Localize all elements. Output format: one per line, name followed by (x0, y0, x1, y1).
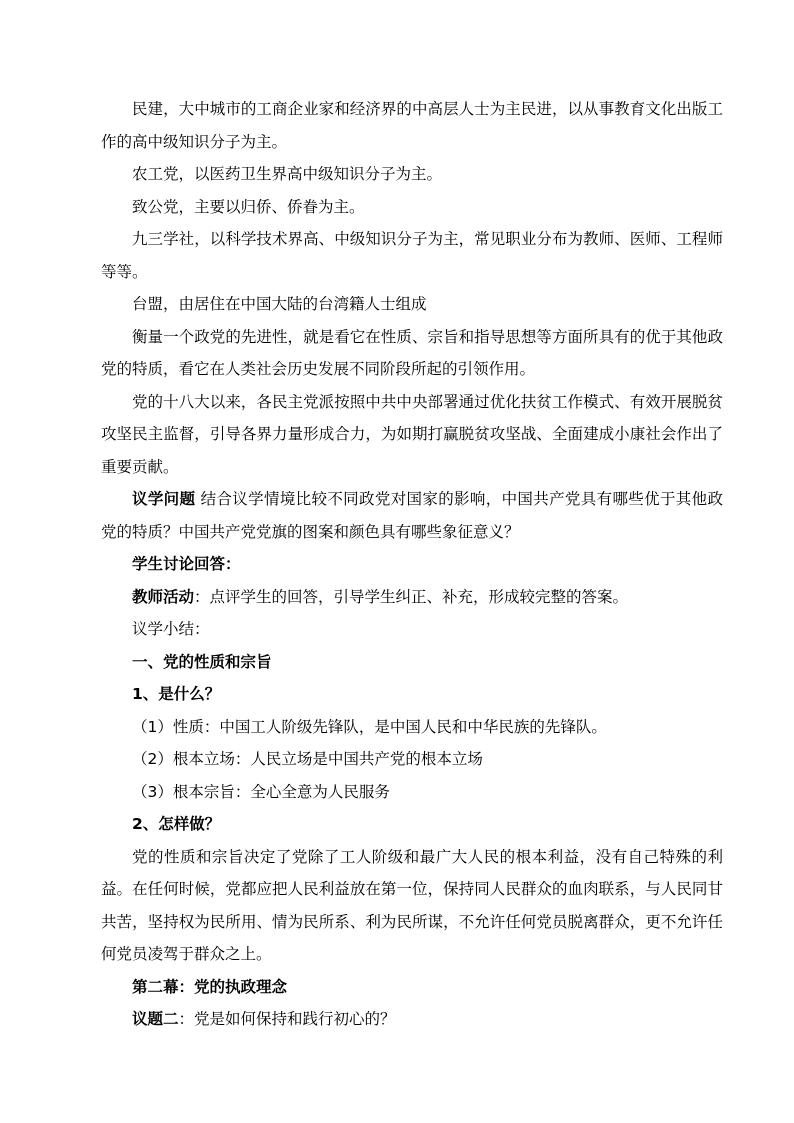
paragraph-text: 致公党，主要以归侨、侨眷为主。 (132, 197, 365, 216)
paragraph-zhigong (101, 191, 723, 224)
paragraph-text: （3）根本宗旨：全心全意为人民服务 (132, 782, 390, 801)
paragraph-text: 党的十八大以来，各民主党派按照中共中央部署通过优化扶贫工作模式、有效开展脱贫攻坚民主监督，引导各界力量形成合力，为如期打赢脱贫攻坚战、全面建成小康社会作出了重要贡献。 (101, 392, 723, 476)
document-body (101, 93, 723, 1036)
paragraph-lead: 学生讨论回答： (132, 555, 241, 573)
paragraph-text: （1）性质：中国工人阶级先锋队，是中国人民和中华民族的先锋队。 (132, 717, 607, 736)
heading-text: 2、怎样做？ (132, 815, 221, 833)
paragraph-lead: 议学问题 (132, 490, 196, 508)
paragraph-text: 台盟，由居住在中国大陆的台湾籍人士组成 (132, 295, 427, 313)
paragraph-jiusan (101, 223, 723, 288)
paragraph-text: 农工党，以医药卫生界高中级知识分子为主。 (132, 165, 443, 183)
paragraph-text: ：点评学生的回答，引导学生纠正、补充，形成较完整的答案。 (194, 587, 629, 606)
paragraph-text: 党的性质和宗旨决定了党除了工人阶级和最广大人民的根本利益，没有自己特殊的利益。在任何时候，党都应把人民利益放在第一位，保持同人民群众的血肉联系，与人民同甘共苦，坚持权为民所用、情为民所系、利为民所谋，不允许任何党员脱离群众，更不允许任何党员凌驾于群众之上。 (101, 847, 723, 963)
heading-act-two (101, 971, 723, 1004)
heading-what-is-it (101, 678, 723, 711)
list-item-nature (101, 711, 723, 744)
paragraph-text: 议学小结： (132, 620, 210, 638)
paragraph-nonggong (101, 158, 723, 191)
paragraph-lead: 议题二 (132, 1010, 179, 1028)
heading-how-to-do (101, 808, 723, 841)
paragraph-summary-label (101, 613, 723, 646)
paragraph-discussion-question (101, 483, 723, 548)
paragraph-minjian (101, 93, 723, 158)
list-item-purpose (101, 776, 723, 809)
paragraph-taimeng (101, 288, 723, 321)
paragraph-text: 结合议学情境比较不同政党对国家的影响，中国共产党具有哪些优于其他政党的特质？中国共产党党旗的图案和颜色具有哪些象征意义？ (101, 490, 723, 541)
heading-text: 一、党的性质和宗旨 (132, 652, 272, 671)
heading-text: 第二幕：党的执政理念 (132, 977, 288, 996)
heading-nature-purpose (101, 646, 723, 679)
paragraph-lead: 教师活动 (132, 587, 195, 606)
paragraph-text: （2）根本立场：人民立场是中国共产党的根本立场 (132, 750, 483, 768)
paragraph-text: 衡量一个政党的先进性，就是看它在性质、宗旨和指导思想等方面所具有的优于其他政党的特质，看它在人类社会历史发展不同阶段所起的引领作用。 (101, 327, 723, 378)
paragraph-teacher-activity (101, 581, 723, 614)
paragraph-student-answer (101, 548, 723, 581)
paragraph-eighteenth-congress (101, 386, 723, 484)
list-item-stance (101, 743, 723, 776)
paragraph-topic-two (101, 1003, 723, 1036)
paragraph-text: ：党是如何保持和践行初心的？ (178, 1010, 396, 1028)
paragraph-text: 九三学社，以科学技术界高、中级知识分子为主，常见职业分布为教师、医师、工程师等等。 (101, 230, 723, 281)
paragraph-text: 民建，大中城市的工商企业家和经济界的中高层人士为主民进，以从事教育文化出版工作的高中级知识分子为主。 (101, 100, 723, 151)
paragraph-advancement (101, 321, 723, 386)
paragraph-party-interests (101, 841, 723, 971)
heading-text: 1、是什么？ (132, 685, 221, 703)
